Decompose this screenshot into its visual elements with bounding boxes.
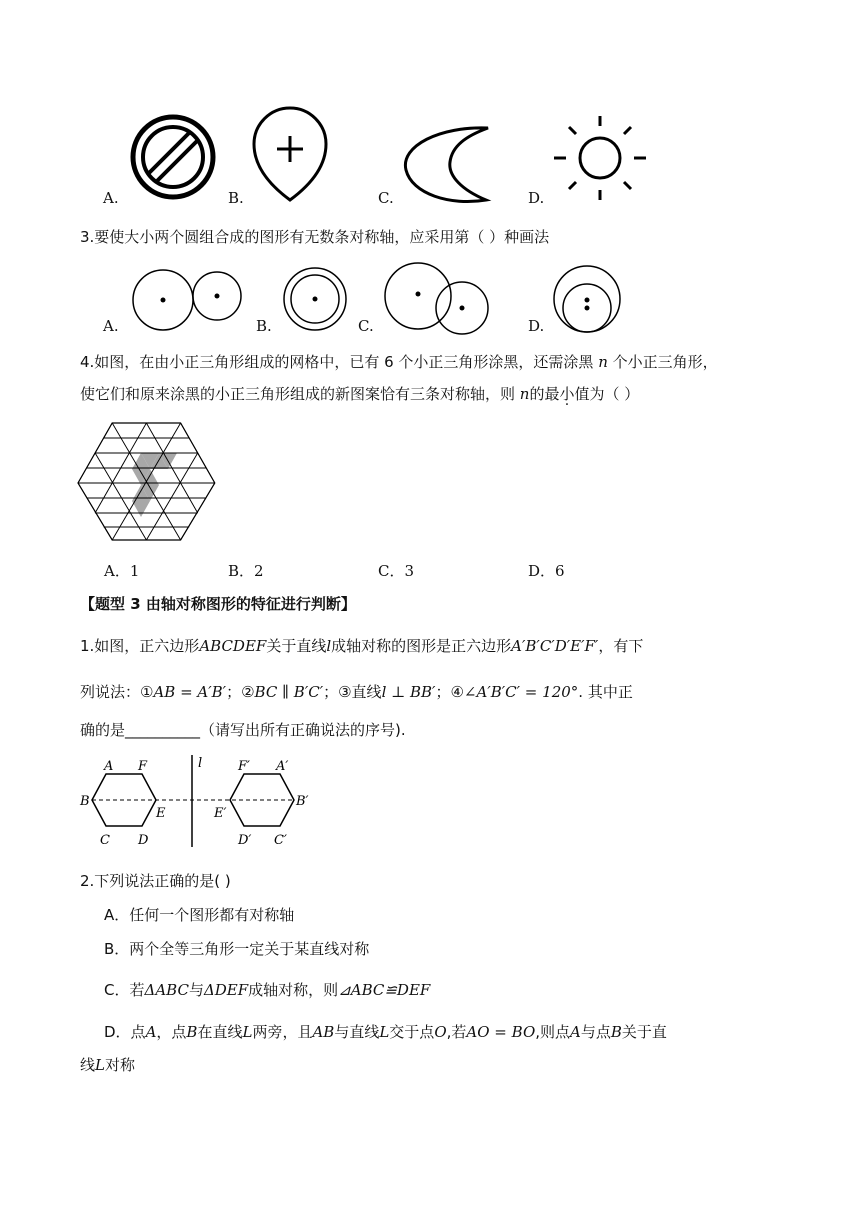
s3q2-option-d-line1: D．点A，点B在直线L两旁，且AB与直线L交于点O,若AO = BO,则点A与点B关于直 bbox=[104, 1023, 667, 1041]
label-B-prime: B′ bbox=[296, 794, 309, 809]
s3q2-option-b: B．两个全等三角形一定关于某直线对称 bbox=[104, 940, 370, 958]
hexagon-reflection-figure bbox=[78, 755, 318, 855]
q3-text: 3.要使大小两个圆组合成的图形有无数条对称轴，应采用第（ ）种画法 bbox=[80, 228, 550, 246]
label-F: F bbox=[138, 759, 148, 774]
s3q1-line2: 列说法：①AB = A′B′；②BC ∥ B′C′；③直线l ⊥ BB′；④∠A′B′C′ = 120°. 其中正 bbox=[80, 683, 633, 701]
label-D-prime: D′ bbox=[238, 833, 252, 848]
q4-line1: 4.如图，在由小正三角形组成的网格中，已有 6 个小正三角形涂黑，还需涂黑 n 个小正三角形， bbox=[80, 353, 718, 371]
q4-option-b: B．2 bbox=[228, 562, 264, 580]
prohibition-sign-figure bbox=[128, 110, 228, 210]
q3-option-a: A. bbox=[103, 317, 119, 335]
s3q2-option-a: A．任何一个图形都有对称轴 bbox=[104, 906, 295, 924]
s3q1-line1: 1.如图，正六边形ABCDEF关于直线l成轴对称的图形是正六边形A′B′C′D′E′F′，有下 bbox=[80, 637, 644, 655]
s3q2-stem: 2.下列说法正确的是( ) bbox=[80, 872, 231, 890]
s3q2-option-d-line2: 线L对称 bbox=[80, 1056, 135, 1074]
label-E: E bbox=[156, 806, 166, 821]
prev-option-d: D. bbox=[528, 189, 545, 207]
label-A: A bbox=[104, 759, 114, 774]
prev-option-b: B. bbox=[228, 189, 244, 207]
triangle-grid-hexagon-figure bbox=[78, 423, 218, 543]
two-tangent-circles-figure bbox=[130, 262, 260, 342]
label-C-prime: C′ bbox=[274, 833, 287, 848]
label-l: l bbox=[198, 756, 203, 771]
label-F-prime: F′ bbox=[238, 759, 250, 774]
prev-option-a: A. bbox=[103, 189, 119, 207]
label-E-prime: E′ bbox=[214, 806, 227, 821]
sun-figure bbox=[550, 110, 650, 210]
emphasis-min-value: 最小值 bbox=[544, 385, 590, 403]
q3-option-b: B. bbox=[256, 317, 272, 335]
q4-option-a: A．1 bbox=[104, 562, 140, 580]
q4-option-c: C．3 bbox=[378, 562, 415, 580]
internally-tangent-circles-figure bbox=[552, 264, 632, 344]
q3-option-c: C. bbox=[358, 317, 374, 335]
section3-title: 【题型 3 由轴对称图形的特征进行判断】 bbox=[80, 595, 356, 613]
prev-option-c: C. bbox=[378, 189, 394, 207]
intersecting-circles-figure bbox=[382, 258, 512, 348]
location-pin-plus-figure bbox=[250, 108, 340, 208]
crescent-moon-figure bbox=[400, 118, 500, 218]
q4-line2: 使它们和原来涂黑的小正三角形组成的新图案恰有三条对称轴，则 n的最小值为（ ） bbox=[80, 385, 640, 403]
label-D: D bbox=[138, 833, 149, 848]
label-B: B bbox=[80, 794, 90, 809]
label-A-prime: A′ bbox=[276, 759, 289, 774]
s3q1-line3: 确的是__________（请写出所有正确说法的序号). bbox=[80, 721, 406, 739]
q3-option-d: D. bbox=[528, 317, 545, 335]
s3q2-option-c: C．若ΔABC与ΔDEF成轴对称，则⊿ABC≌DEF bbox=[104, 981, 431, 999]
concentric-circles-figure bbox=[280, 266, 360, 346]
q4-option-d: D．6 bbox=[528, 562, 565, 580]
label-C: C bbox=[100, 833, 110, 848]
